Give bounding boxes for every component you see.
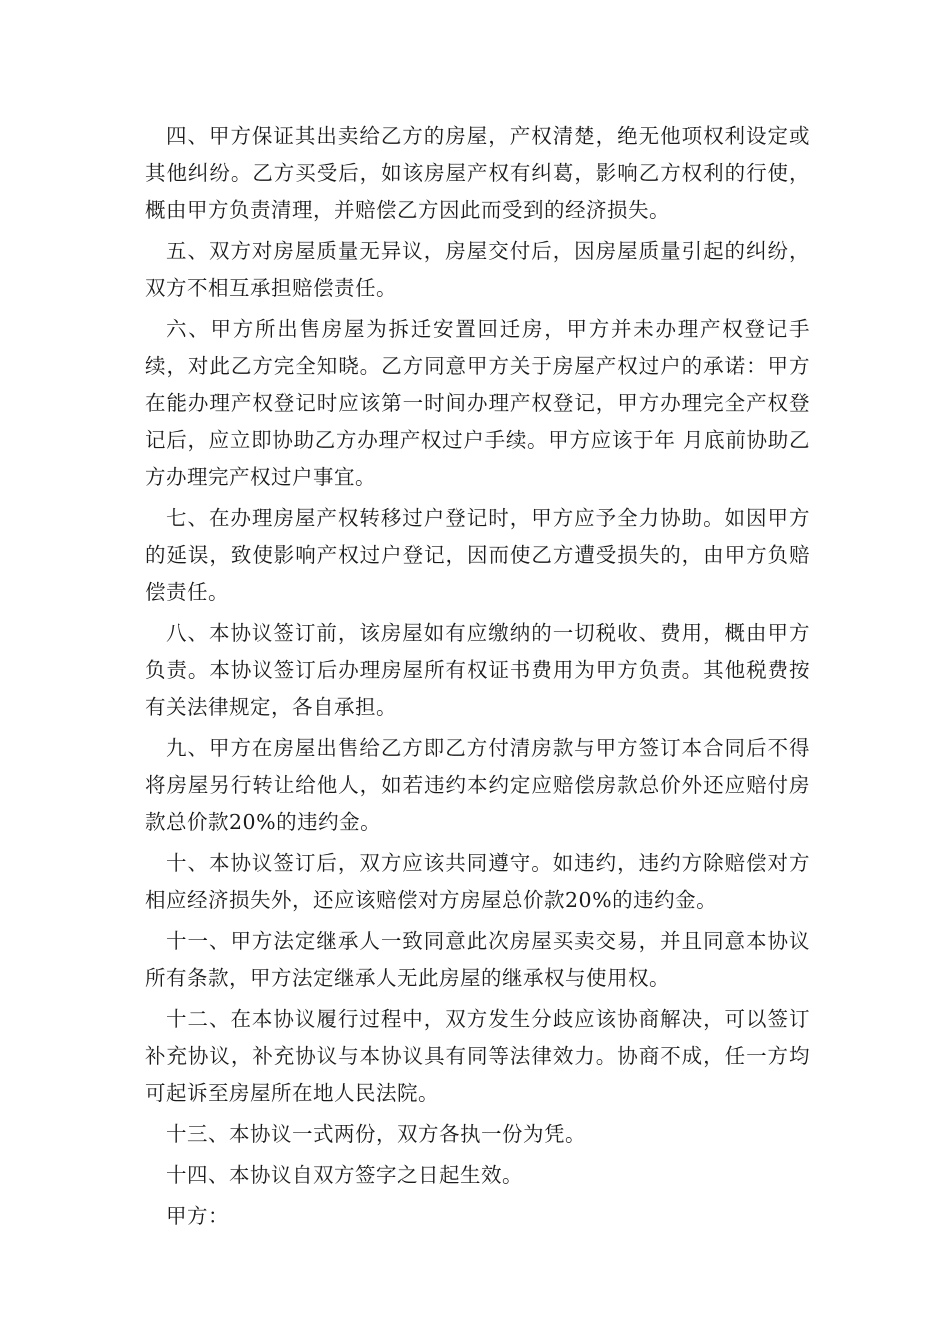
clause-6: 六、甲方所出售房屋为拆迁安置回迁房，甲方并未办理产权登记手续，对此乙方完全知晓。乙方同意甲方关于房屋产权过户的承诺：甲方在能办理产权登记时应该第一时间办理产权登记，甲方办理完全产权登记后，应立即协助乙方办理产权过户手续。甲方应该于年 月底前协助乙方办理完产权过户事宜。: [145, 317, 810, 489]
clause-10: 十、本协议签订后，双方应该共同遵守。如违约，违约方除赔偿对方相应经济损失外，还应该赔偿对方房屋总价款20%的违约金。: [145, 851, 810, 912]
clause-9: 九、甲方在房屋出售给乙方即乙方付清房款与甲方签订本合同后不得将房屋另行转让给他人，如若违约本约定应赔偿房款总价外还应赔付房款总价款20%的违约金。: [145, 736, 810, 834]
document-page: [145, 118, 810, 1239]
clause-5: 五、双方对房屋质量无异议，房屋交付后，因房屋质量引起的纠纷，双方不相互承担赔偿责任。: [145, 239, 810, 300]
clause-11: 十一、甲方法定继承人一致同意此次房屋买卖交易，并且同意本协议所有条款，甲方法定继承人无此房屋的继承权与使用权。: [145, 929, 810, 990]
clause-12: 十二、在本协议履行过程中，双方发生分歧应该协商解决，可以签订补充协议，补充协议与本协议具有同等法律效力。协商不成，任一方均可起诉至房屋所在地人民法院。: [145, 1007, 810, 1105]
clause-13: 十三、本协议一式两份，双方各执一份为凭。: [166, 1122, 586, 1146]
clause-8: 八、本协议签订前，该房屋如有应缴纳的一切税收、费用，概由甲方负责。本协议签订后办理房屋所有权证书费用为甲方负责。其他税费按有关法律规定，各自承担。: [145, 621, 810, 719]
clause-4: 四、甲方保证其出卖给乙方的房屋，产权清楚，绝无他项权利设定或其他纠纷。乙方买受后，如该房屋产权有纠葛，影响乙方权利的行使，概由甲方负责清理，并赔偿乙方因此而受到的经济损失。: [145, 124, 810, 222]
clause-7: 七、在办理房屋产权转移过户登记时，甲方应予全力协助。如因甲方的延误，致使影响产权过户登记，因而使乙方遭受损失的，由甲方负赔偿责任。: [145, 506, 810, 604]
party-a-signature-label: 甲方：: [166, 1204, 229, 1228]
clause-14: 十四、本协议自双方签字之日起生效。: [166, 1163, 523, 1187]
